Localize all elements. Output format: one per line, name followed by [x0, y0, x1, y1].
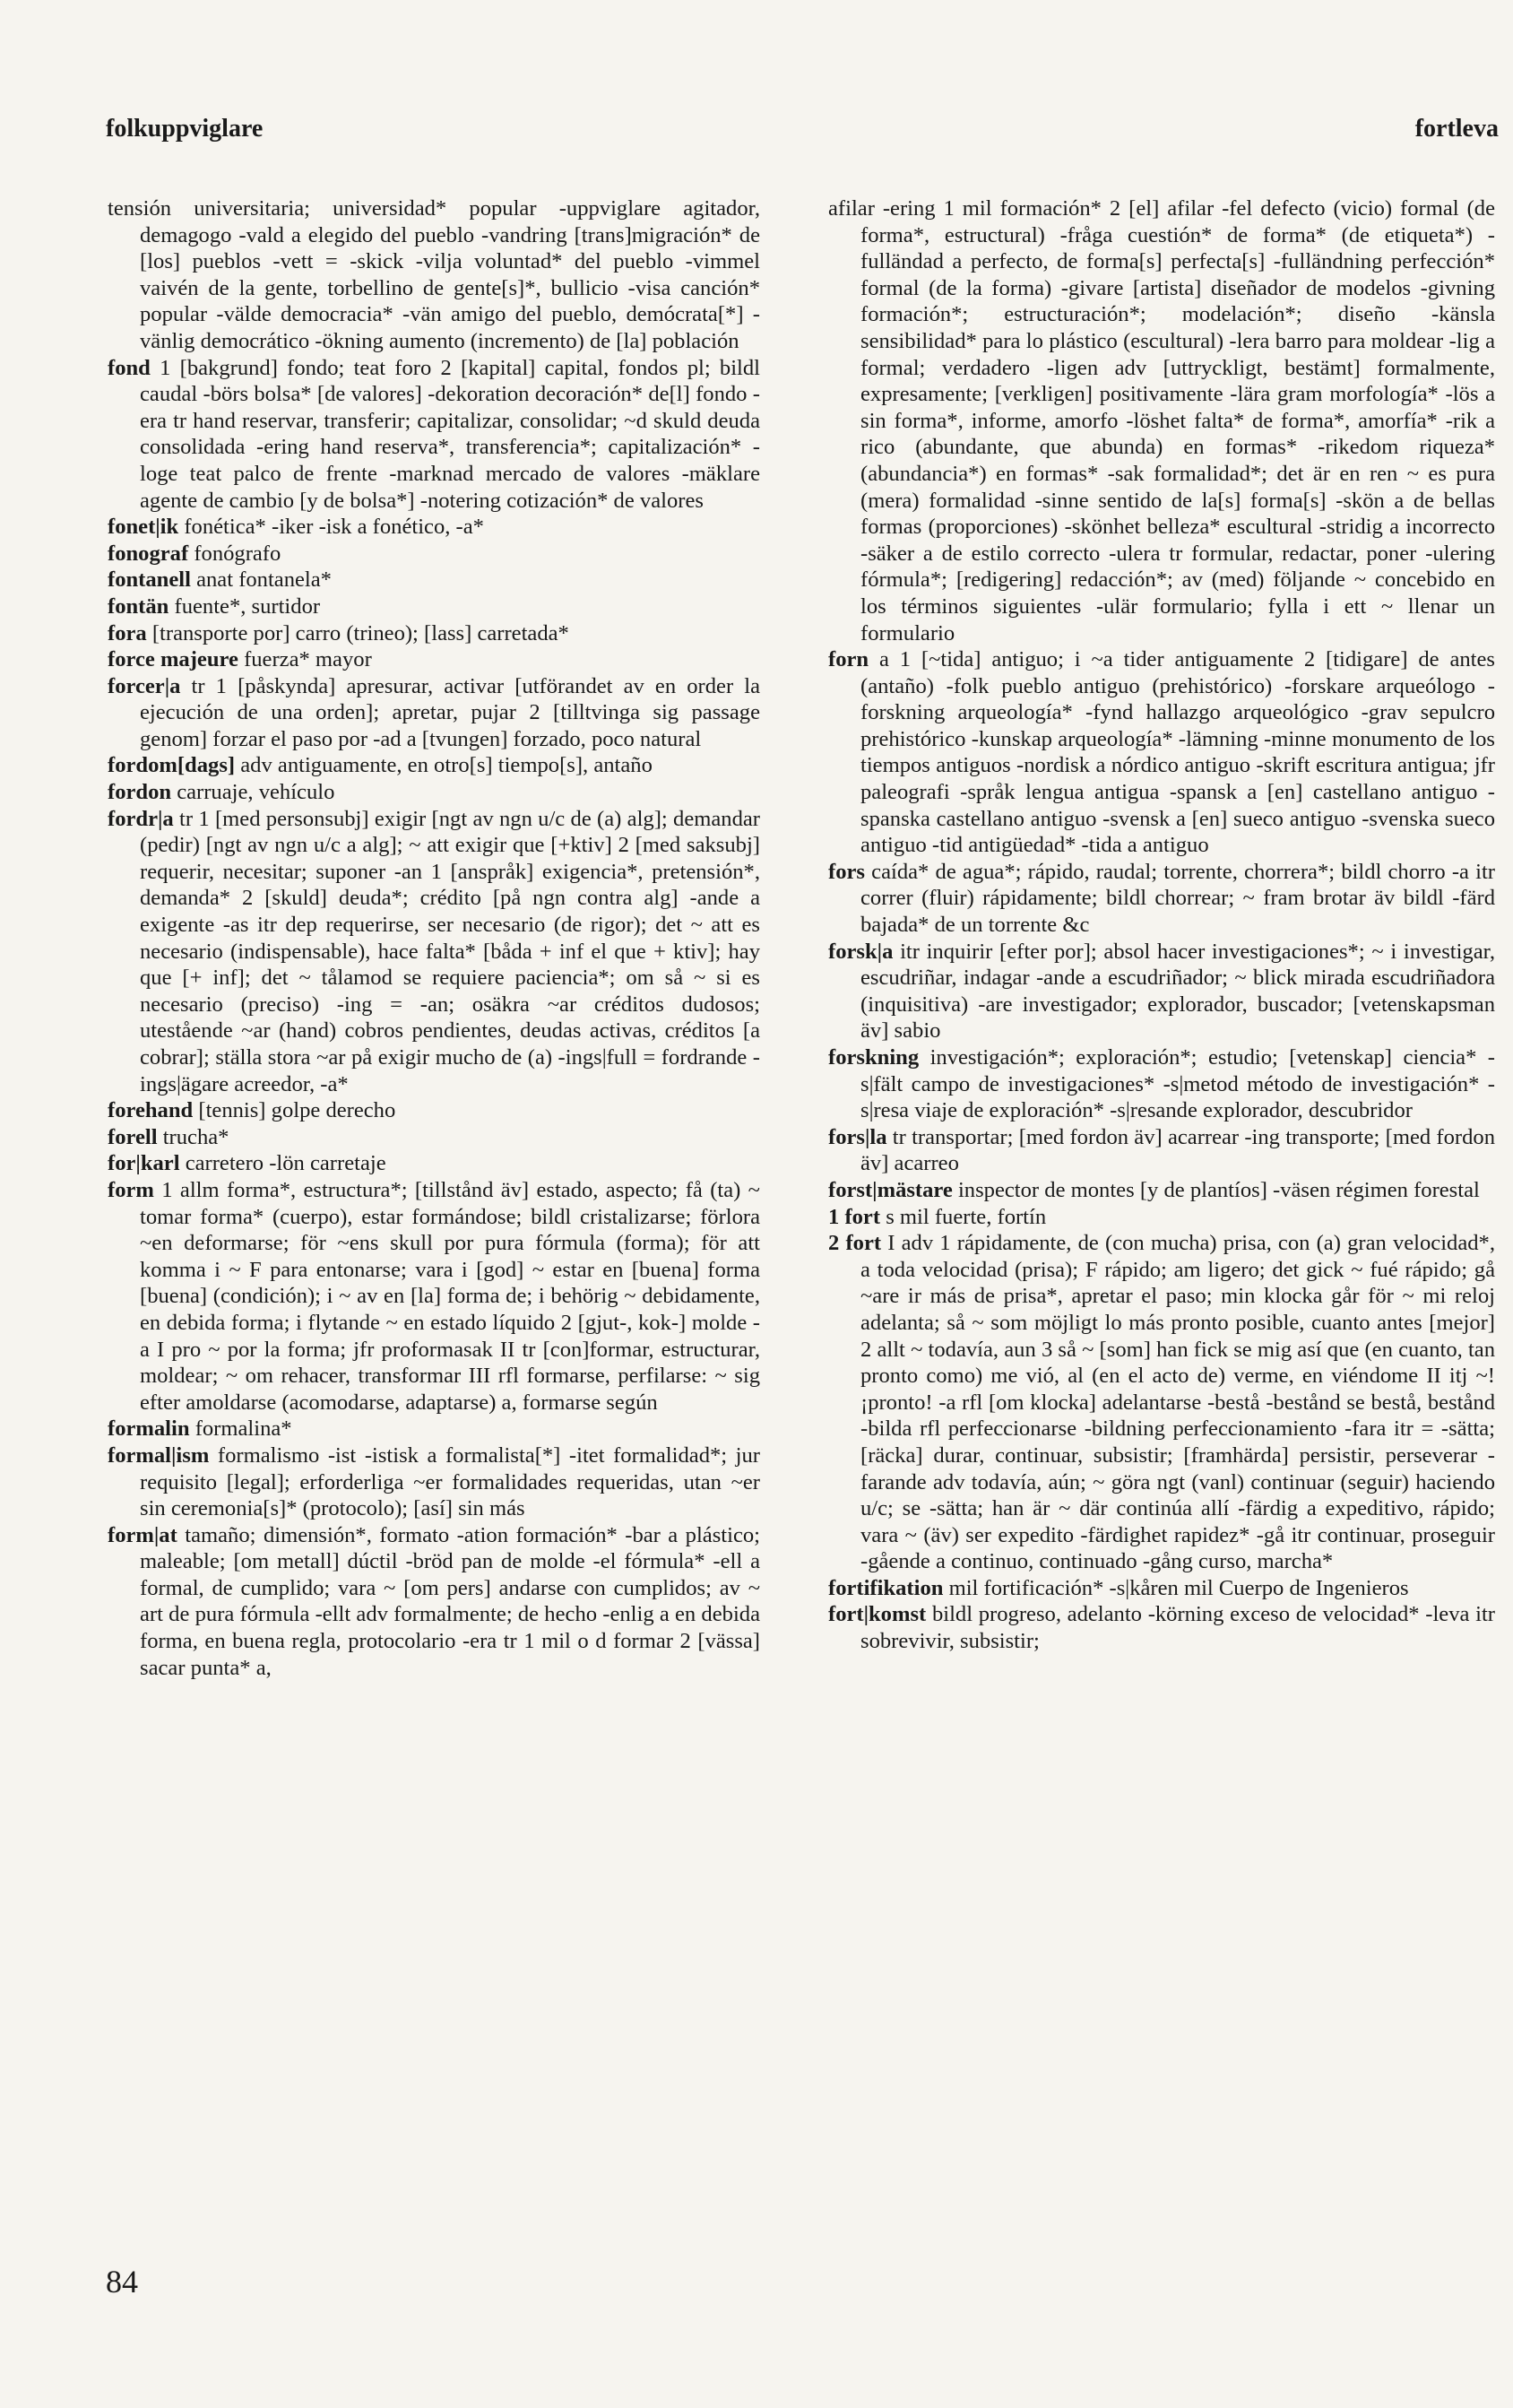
entry-definition: fuerza* mayor — [244, 647, 372, 672]
entry-definition: formalismo -ist -istisk a formalista[*] -itet formalidad*; jur requisito [legal]; erforderliga ~er formalidades requeridas, utan ~er sin ceremonia[s]* (protocolo); [así] sin más — [140, 1442, 760, 1521]
entry-headword: form|at — [108, 1522, 177, 1547]
entry-definition: [transporte por] carro (trineo); [lass] carretada* — [151, 620, 569, 645]
entry-headword: form — [108, 1177, 154, 1202]
entry-headword: fordr|a — [108, 806, 174, 831]
dictionary-entry — [828, 1124, 1495, 1177]
page-number: 84 — [106, 2264, 138, 2300]
entry-headword: fora — [108, 620, 147, 645]
entry-definition: caída* de agua*; rápido, raudal; torrente, chorrera*; bildl chorro -a itr correr (fluir) rápidamente; bildl chorrear; ~ fram brotar äv bildl -färd bajada* de un torrente &c — [860, 859, 1496, 938]
dictionary-entry — [828, 1601, 1495, 1654]
entry-definition: fonética* -iker -isk a fonético, -a* — [184, 515, 484, 540]
entry-headword: formal|ism — [108, 1442, 210, 1468]
entry-definition: tensión universitaria; universidad* popular -uppviglare agitador, demagogo -vald a elegido del pueblo -vandring [trans]migración* de [los] pueblos -vett = -skick -vilja voluntad* del pueblo -vimmel vaivén de la gente, torbellino de gente[s]*, bullicio -visa canción* popular -välde democracia* -vän amigo del pueblo, demócrata[*] -vänlig democrático -ökning aumento (incremento) de [la] población — [108, 196, 760, 353]
dictionary-entry — [828, 1177, 1495, 1204]
entry-definition: fuente*, surtidor — [174, 593, 321, 619]
dictionary-entry — [108, 1416, 760, 1442]
dictionary-entry — [108, 1150, 760, 1177]
dictionary-entry — [828, 195, 1495, 646]
dictionary-entry — [828, 939, 1495, 1044]
entry-definition: s mil fuerte, fortín — [886, 1204, 1047, 1229]
entry-definition: carruaje, vehículo — [177, 780, 335, 805]
dictionary-entry — [828, 646, 1495, 859]
entry-definition: [tennis] golpe derecho — [198, 1098, 396, 1123]
entry-definition: investigación*; exploración*; estudio; [vetenskap] ciencia* -s|fält campo de investigaciones* -s|metod método de investigación* -s|resa viaje de exploración* -s|resande explorador, descubridor — [860, 1045, 1495, 1123]
dictionary-entry — [108, 541, 760, 567]
dictionary-entry — [108, 646, 760, 673]
dictionary-entry — [108, 1124, 760, 1151]
dictionary-entry — [108, 593, 760, 620]
dictionary-entry — [828, 1204, 1495, 1231]
entry-headword: fors|la — [828, 1124, 887, 1149]
entry-headword: forehand — [108, 1098, 194, 1123]
header-last-entry: fortleva — [1414, 115, 1499, 143]
running-header — [106, 115, 1499, 151]
dictionary-entry — [828, 1044, 1495, 1124]
entry-headword: fonograf — [108, 541, 189, 566]
header-first-entry: folkuppviglare — [106, 115, 264, 143]
entry-headword: forell — [108, 1124, 158, 1149]
entry-headword: forn — [828, 647, 869, 672]
entry-headword: 2 fort — [828, 1231, 882, 1256]
entry-headword: forcer|a — [108, 673, 181, 698]
entry-definition: carretero -lön carretaje — [185, 1151, 386, 1176]
entry-definition: trucha* — [162, 1124, 229, 1149]
entry-headword: formalin — [108, 1416, 190, 1442]
entry-headword: fond — [108, 355, 151, 380]
right-column — [828, 195, 1495, 1655]
entry-definition: 1 [bakgrund] fondo; teat foro 2 [kapital] capital, fondos pl; bildl caudal -börs bolsa* [de valores] -dekoration decoración* de[l] fondo -era tr hand reservar, transferir; capitalizar, consolidar; ~d skuld deuda consolidada -ering hand reserva*, transferencia*; capitalización* -loge teat palco de frente -marknad mercado de valores -mäklare agente de cambio [y de bolsa*] -notering cotización* de valores — [140, 355, 761, 513]
entry-headword: 1 fort — [828, 1204, 881, 1229]
entry-definition: inspector de montes [y de plantíos] -väsen régimen forestal — [957, 1177, 1480, 1202]
dictionary-entry — [828, 859, 1495, 939]
dictionary-entry — [108, 355, 760, 515]
dictionary-entry — [828, 1230, 1495, 1575]
entry-definition: a 1 [~tida] antiguo; i ~a tider antiguamente 2 [tidigare] de antes (antaño) -folk pueblo antiguo (prehistórico) -forskare arqueólogo -forskning arqueología* -fynd hallazgo arqueológico -grav sepulcro prehistórico -kunskap arqueología* -lämning -minne monumento de los tiempos antiguos -nordisk a nórdico antiguo -skrift escritura antigua; jfr paleografi -språk lengua antigua -spansk a [en] castellano antiguo -spanska castellano antiguo -svensk a [en] sueco antiguo -svenska sueco antiguo -tid antigüedad* -tida a antiguo — [860, 647, 1495, 858]
dictionary-entry — [108, 195, 760, 355]
dictionary-entry — [108, 1177, 760, 1416]
entry-headword: forst|mästare — [828, 1177, 953, 1202]
entry-headword: fordom[dags] — [108, 753, 236, 778]
dictionary-entry — [108, 620, 760, 647]
entry-definition: formalina* — [195, 1416, 292, 1442]
dictionary-entry — [108, 567, 760, 593]
entry-definition: fonógrafo — [194, 541, 281, 566]
entry-headword: forskning — [828, 1045, 920, 1070]
entry-definition: bildl progreso, adelanto -körning exceso de velocidad* -leva itr sobrevivir, subsistir; — [860, 1602, 1495, 1654]
dictionary-entry — [108, 806, 760, 1098]
entry-definition: tamaño; dimensión*, formato -ation formación* -bar a plástico; maleable; [om metall] dúctil -bröd pan de molde -el fórmula* -ell a formal, de cumplido; vara ~ [om pers] andarse con cumplidos; av ~ art de pura fórmula -ellt adv formalmente; de hecho -enlig a en debida forma, en buena regla, protocolario -era tr 1 mil o d formar 2 [vässa] sacar punta* a, — [140, 1522, 761, 1680]
dictionary-entry — [108, 779, 760, 806]
dictionary-entry — [108, 752, 760, 779]
dictionary-entry — [108, 1522, 760, 1682]
entry-definition: afilar -ering 1 mil formación* 2 [el] afilar -fel defecto (vicio) formal (de forma*, estructural) -fråga cuestión* de forma* (de etiqueta*) -fulländad a perfecto, de forma[s] perfecta[s] -fulländning perfección* formal (de la forma) -givare [artista] diseñador de modelos -givning formación*; estructuración*; modelación*; diseño -känsla sensibilidad* para lo plástico (escultural) -lera barro para moldear -lig a formal; verdadero -ligen adv [uttryckligt, bestämt] formalmente, expresamente; [verkligen] positivamente -lära gram morfología* -lös a sin forma*, informe, amorfo -löshet falta* de forma*, amorfía* -rik a rico (abundante, que abunda) en formas* -rikedom riqueza* (abundancia*) en formas* -sak formalidad*; det är en ren ~ es pura (mera) formalidad -sinne sentido de la[s] forma[s] -skön a de bellas formas (proporciones) -skönhet belleza* escultural -stridig a incorrecto -säker a de estilo correcto -ulera tr formular, redactar, poner -ulering fórmula*; [redigering] redacción*; av (med) följande ~ concebido en los términos siguientes -ulär formulario; fylla i ett ~ llenar un formulario — [828, 196, 1495, 645]
entry-headword: fort|komst — [828, 1602, 927, 1627]
entry-definition: 1 allm forma*, estructura*; [tillstånd äv] estado, aspecto; få (ta) ~ tomar forma* (cuerpo), estar formándose; bildl cristalizarse; förlora ~en deformarse; för ~ens skull por pura fórmula (forma); för att komma i ~ F para entonarse; vara i [god] ~ estar en [buena] forma [buena] (condición); i ~ av en [la] forma de; i behörig ~ debidamente, en debida forma; i flytande ~ en estado líquido 2 [gjut-, kok-] molde -a I pro ~ por la forma; jfr proformasak II tr [con]formar, estructurar, moldear; ~ om rehacer, transformar III rfl formarse, perfilarse: ~ sig efter amoldarse (acomodarse, adaptarse) a, formarse según — [140, 1177, 760, 1415]
entry-headword: fors — [828, 859, 865, 884]
entry-headword: fontanell — [108, 567, 191, 593]
left-column — [108, 195, 760, 1681]
entry-headword: forsk|a — [828, 939, 894, 964]
entry-headword: fontän — [108, 593, 169, 619]
entry-definition: anat fontanela* — [196, 567, 332, 593]
entry-headword: force majeure — [108, 647, 238, 672]
entry-headword: fonet|ik — [108, 515, 179, 540]
entry-definition: mil fortificación* -s|kåren mil Cuerpo de Ingenieros — [948, 1575, 1409, 1600]
dictionary-entry — [108, 1442, 760, 1522]
entry-definition: tr 1 [påskynda] apresurar, activar [utförandet av en order la ejecución de una orden]; apretar, pujar 2 [tilltvinga sig passage genom] forzar el paso por -ad a [tvungen] forzado, poco natural — [140, 673, 760, 751]
dictionary-entry — [828, 1575, 1495, 1602]
entry-definition: tr transportar; [med fordon äv] acarrear -ing transporte; [med fordon äv] acarreo — [860, 1124, 1495, 1176]
entry-headword: fortifikation — [828, 1575, 944, 1600]
dictionary-entry — [108, 1097, 760, 1124]
entry-headword: fordon — [108, 780, 172, 805]
entry-definition: I adv 1 rápidamente, de (con mucha) prisa, con (a) gran velocidad*, a toda velocidad (prisa); F rápido; am ligero; det gick ~ fué rápido; gå ~are ir más de prisa*, apretar el paso; min klocka går för ~ mi reloj adelanta; så ~ som möjligt lo más pronto posible, cuanto antes [mejor] 2 allt ~ todavía, aun 3 så ~ [som] han fick se mig así que (en cuanto, tan pronto como) me vió, al (en el acto de) verme, en viéndome II itj ~! ¡pronto! -a rfl [om klocka] adelantarse -bestå -bestånd se bestå, bestånd -bilda rfl perfeccionarse -bildning perfeccionamiento -fara itr = -sätta; [räcka] durar, continuar, subsistir; [framhärda] persistir, perseverar -farande adv todavía, aún; ~ göra ngt (vanl) continuar (seguir) haciendo u/c; se -sätta; han är ~ där continúa allí -färdig a expeditivo, rápido; vara ~ (äv) ser expedito -färdighet rapidez* -gå itr continuar, proseguir -gående a continuo, continuado -gång curso, marcha* — [860, 1231, 1495, 1574]
dictionary-entry — [108, 514, 760, 541]
dictionary-entry — [108, 673, 760, 753]
entry-definition: tr 1 [med personsubj] exigir [ngt av ngn u/c de (a) alg]; demandar (pedir) [ngt av ngn u/c a alg]; ~ att exigir que [+ktiv] 2 [med saksubj] requerir, necesitar; suponer -an 1 [anspråk] exigencia*, pretensión*, demanda* 2 [skuld] deuda*; crédito [på ngn contra alg] -ande a exigente -as itr dep requerirse, ser necesario (de rigor); det ~ att es necesario (indispensable), hace falta* [båda + inf el que + ktiv]; hay que [+ inf]; det ~ tålamod se requiere paciencia*; om så ~ si es necesario (preciso) -ing = -an; osäkra ~ar créditos dudosos; utestående ~ar (hand) cobros pendientes, deudas activas, créditos [a cobrar]; ställa stora ~ar på exigir mucho de (a) -ings|full = fordrande -ings|ägare acreedor, -a* — [140, 806, 760, 1096]
entry-headword: for|karl — [108, 1151, 180, 1176]
entry-definition: adv antiguamente, en otro[s] tiempo[s], antaño — [240, 753, 653, 778]
entry-definition: itr inquirir [efter por]; absol hacer investigaciones*; ~ i investigar, escudriñar, indagar -ande a escudriñador; ~ blick mirada escudriñadora (inquisitiva) -are investigador; explorador, buscador; [vetenskapsman äv] sabio — [860, 939, 1496, 1044]
